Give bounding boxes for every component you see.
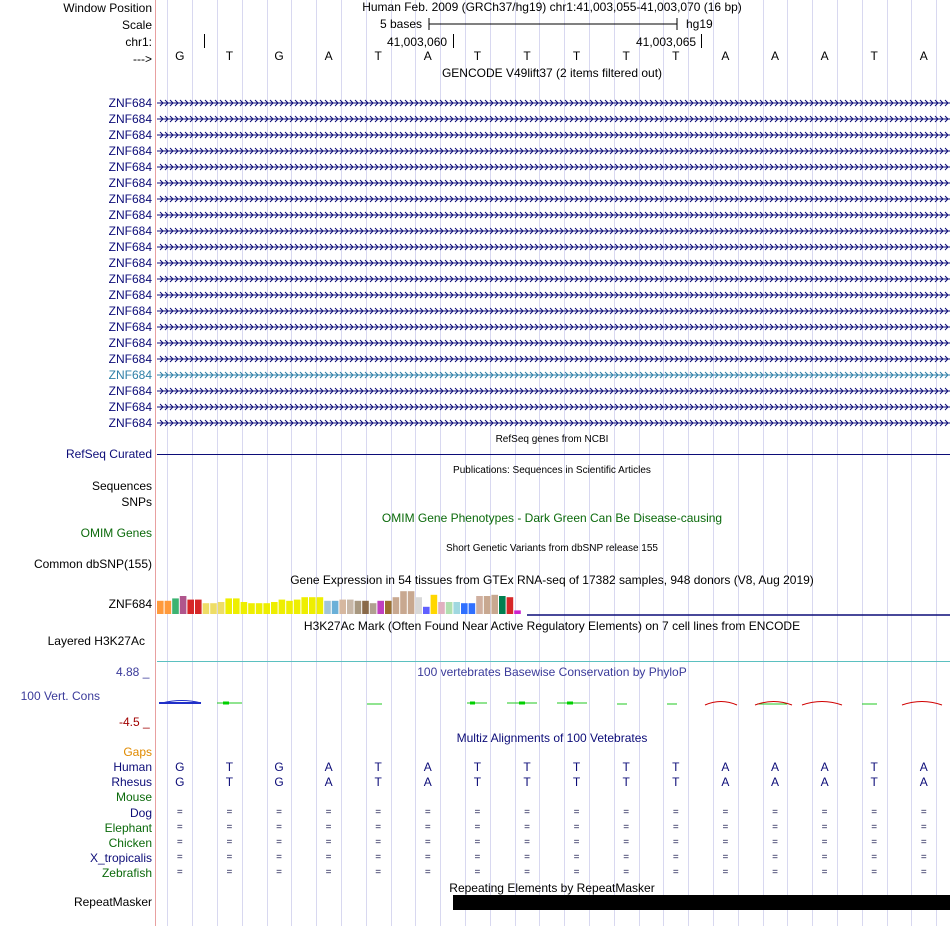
gencode-gene-feature[interactable] xyxy=(157,290,950,300)
multiz-base: G xyxy=(274,775,284,789)
gtex-tissue-bar xyxy=(309,597,316,614)
gencode-gene-label[interactable]: ZNF684 xyxy=(108,256,152,270)
gtex-tissue-bar xyxy=(324,601,331,614)
gencode-gene-feature[interactable] xyxy=(157,338,950,348)
scale-label: Scale xyxy=(121,18,152,32)
multiz-match-symbol: = xyxy=(722,837,729,848)
multiz-base: A xyxy=(919,760,928,774)
chrom-pos2: 41,003,065 xyxy=(636,35,697,49)
gtex-tissue-bar xyxy=(415,597,422,614)
multiz-species-label[interactable]: Human xyxy=(113,760,152,774)
multiz-match-symbol: = xyxy=(722,852,729,863)
gtex-tissue-bar xyxy=(210,603,217,614)
base-letter: A xyxy=(770,49,780,63)
gtex-tissue-bar xyxy=(187,600,194,614)
gencode-gene-label[interactable]: ZNF684 xyxy=(108,128,152,142)
multiz-base: T xyxy=(622,760,630,774)
gtex-tissue-bar xyxy=(271,602,278,614)
gtex-tissue-bar xyxy=(157,601,164,614)
gencode-gene-feature[interactable] xyxy=(157,178,950,188)
h3k27-title[interactable]: H3K27Ac Mark (Often Found Near Active Regulatory Elements) on 7 cell lines from ENCODE xyxy=(303,619,801,633)
gencode-title[interactable]: GENCODE V49lift37 (2 items filtered out) xyxy=(441,66,663,80)
gtex-tissue-bar xyxy=(347,600,354,614)
multiz-match-symbol: = xyxy=(474,822,481,833)
refseq-title[interactable]: RefSeq genes from NCBI xyxy=(495,434,609,445)
multiz-match-symbol: = xyxy=(920,807,927,818)
multiz-match-symbol: = xyxy=(672,807,679,818)
multiz-match-symbol: = xyxy=(871,822,878,833)
base-letter: T xyxy=(870,49,878,63)
multiz-match-symbol: = xyxy=(325,822,332,833)
multiz-match-symbol: = xyxy=(871,852,878,863)
gtex-tissue-bar xyxy=(377,601,384,614)
multiz-match-symbol: = xyxy=(672,852,679,863)
multiz-match-symbol: = xyxy=(226,822,233,833)
dbsnp-label[interactable]: Common dbSNP(155) xyxy=(33,557,152,571)
multiz-base: T xyxy=(672,760,680,774)
gtex-tissue-bar xyxy=(165,601,172,614)
repeatmasker-title[interactable]: Repeating Elements by RepeatMasker xyxy=(449,881,655,895)
chrom-label: chr1: xyxy=(125,35,152,49)
multiz-match-symbol: = xyxy=(226,807,233,818)
gencode-gene-label[interactable]: ZNF684 xyxy=(108,416,152,430)
base-letter: T xyxy=(622,49,630,63)
multiz-match-symbol: = xyxy=(375,867,382,878)
multiz-match-symbol: = xyxy=(722,867,729,878)
multiz-species-label[interactable]: X_tropicalis xyxy=(89,851,152,865)
multiz-match-symbol: = xyxy=(276,867,282,878)
refseq-label[interactable]: RefSeq Curated xyxy=(65,447,152,461)
multiz-species-label[interactable]: Mouse xyxy=(115,790,152,804)
gtex-title[interactable]: Gene Expression in 54 tissues from GTEx RNA-seq of 17382 samples, 948 donors (V8, Aug 2019) xyxy=(290,573,814,587)
gtex-tissue-bar xyxy=(241,602,248,614)
multiz-match-symbol: = xyxy=(672,822,679,833)
multiz-match-symbol: = xyxy=(524,807,530,818)
multiz-base: T xyxy=(870,760,878,774)
multiz-match-symbol: = xyxy=(424,807,431,818)
multiz-match-symbol: = xyxy=(176,837,183,848)
multiz-base: A xyxy=(721,760,730,774)
cons-negative-segment xyxy=(902,702,942,706)
gencode-gene-feature[interactable] xyxy=(157,146,950,156)
gencode-gene-label[interactable]: ZNF684 xyxy=(108,352,152,366)
gtex-tissue-bar xyxy=(400,591,407,614)
gtex-tissue-bar xyxy=(507,597,514,614)
multiz-base: A xyxy=(721,775,730,789)
gtex-tissue-bar xyxy=(499,596,506,614)
gtex-tissue-bar xyxy=(362,601,369,614)
gtex-tissue-bar xyxy=(408,591,415,614)
multiz-match-symbol: = xyxy=(524,867,530,878)
strand-label: ---> xyxy=(133,52,152,66)
multiz-match-symbol: = xyxy=(375,822,382,833)
base-letter: T xyxy=(523,49,531,63)
multiz-match-symbol: = xyxy=(920,837,927,848)
gencode-gene-label[interactable]: ZNF684 xyxy=(108,144,152,158)
gencode-gene-feature[interactable] xyxy=(157,130,950,140)
gencode-gene-feature[interactable] xyxy=(157,242,950,252)
gencode-gene-feature[interactable] xyxy=(157,258,950,268)
multiz-base: G xyxy=(175,775,185,789)
base-letter: T xyxy=(374,49,382,63)
multiz-base: G xyxy=(175,760,185,774)
multiz-match-symbol: = xyxy=(573,807,580,818)
multiz-species-label[interactable]: Zebrafish xyxy=(101,866,152,880)
multiz-base: T xyxy=(672,775,680,789)
chrom-tick-start xyxy=(204,34,205,48)
multiz-base: T xyxy=(473,760,482,774)
multiz-match-symbol: = xyxy=(821,867,828,878)
multiz-match-symbol: = xyxy=(276,852,282,863)
multiz-match-symbol: = xyxy=(474,867,481,878)
gaps-label[interactable]: Gaps xyxy=(123,745,152,759)
gtex-tissue-bar xyxy=(484,596,491,614)
cons-label[interactable]: 100 Vert. Cons xyxy=(20,689,100,703)
multiz-base: A xyxy=(770,760,780,774)
gencode-gene-label[interactable]: ZNF684 xyxy=(108,160,152,174)
gtex-tissue-bar xyxy=(438,602,445,614)
multiz-match-symbol: = xyxy=(920,867,927,878)
multiz-match-symbol: = xyxy=(573,837,580,848)
gtex-tissue-bar xyxy=(431,595,438,614)
multiz-match-symbol: = xyxy=(375,852,382,863)
multiz-match-symbol: = xyxy=(821,852,828,863)
gtex-tissue-bar xyxy=(263,603,270,614)
h3k27-label[interactable]: Layered H3K27Ac xyxy=(47,634,145,648)
chrom-tick-pos2 xyxy=(701,34,702,48)
multiz-match-symbol: = xyxy=(524,837,530,848)
gencode-gene-label[interactable]: ZNF684 xyxy=(108,304,152,318)
multiz-match-symbol: = xyxy=(772,852,778,863)
gencode-gene-label[interactable]: ZNF684 xyxy=(108,112,152,126)
gtex-tissue-bar xyxy=(461,603,468,614)
multiz-match-symbol: = xyxy=(424,837,431,848)
multiz-base: T xyxy=(870,775,878,789)
scale-bar xyxy=(428,16,680,32)
multiz-base: T xyxy=(523,760,531,774)
multiz-base: A xyxy=(820,775,829,789)
multiz-species-label[interactable]: Chicken xyxy=(108,836,152,850)
multiz-match-symbol: = xyxy=(623,867,630,878)
chrom-pos1: 41,003,060 xyxy=(387,35,448,49)
cons-wiggle[interactable] xyxy=(157,696,950,710)
multiz-base: A xyxy=(770,775,780,789)
gtex-tissue-bar xyxy=(476,596,483,614)
multiz-match-symbol: = xyxy=(325,837,332,848)
gtex-tissue-bar xyxy=(469,603,476,614)
gtex-tissue-bar xyxy=(256,603,263,614)
gtex-tissue-bar xyxy=(172,598,179,614)
multiz-match-symbol: = xyxy=(821,807,828,818)
multiz-match-symbol: = xyxy=(226,852,233,863)
base-letter: A xyxy=(919,49,928,63)
gtex-tissue-bar xyxy=(218,602,225,614)
multiz-match-symbol: = xyxy=(772,837,778,848)
gtex-tissue-bar xyxy=(301,597,308,614)
multiz-match-symbol: = xyxy=(276,837,282,848)
multiz-base: A xyxy=(423,775,432,789)
multiz-base: G xyxy=(274,760,284,774)
cons-negative-segment xyxy=(802,702,842,706)
gencode-gene-feature[interactable] xyxy=(157,210,950,220)
multiz-match-symbol: = xyxy=(623,852,630,863)
multiz-match-symbol: = xyxy=(226,837,233,848)
gtex-tissue-bar xyxy=(294,600,301,614)
scale-text: 5 bases xyxy=(380,17,423,31)
multiz-base: T xyxy=(374,760,382,774)
dbsnp-title[interactable]: Short Genetic Variants from dbSNP release 155 xyxy=(446,543,658,554)
multiz-match-symbol: = xyxy=(424,867,431,878)
omim-title[interactable]: OMIM Gene Phenotypes - Dark Green Can Be Disease-causing xyxy=(381,511,723,525)
gencode-gene-label[interactable]: ZNF684 xyxy=(108,96,152,110)
base-letter: G xyxy=(175,49,185,63)
publications-title[interactable]: Publications: Sequences in Scientific Articles xyxy=(453,465,651,476)
gtex-tissue-bar xyxy=(370,603,377,614)
multiz-match-symbol: = xyxy=(920,822,927,833)
multiz-match-symbol: = xyxy=(524,852,530,863)
multiz-match-symbol: = xyxy=(474,852,481,863)
gtex-label[interactable]: ZNF684 xyxy=(108,597,152,611)
multiz-match-symbol: = xyxy=(871,837,878,848)
gtex-tissue-bar xyxy=(339,600,346,614)
multiz-match-symbol: = xyxy=(474,837,481,848)
gtex-tissue-bar xyxy=(203,603,210,614)
multiz-match-symbol: = xyxy=(772,807,778,818)
gtex-tissue-bar xyxy=(446,602,453,614)
gtex-tissue-bar xyxy=(393,597,400,614)
gencode-gene-feature[interactable] xyxy=(157,370,950,380)
multiz-base: T xyxy=(572,775,581,789)
multiz-species-label[interactable]: Elephant xyxy=(104,821,152,835)
multiz-match-symbol: = xyxy=(623,837,630,848)
gencode-gene-feature[interactable] xyxy=(157,402,950,412)
base-letter: T xyxy=(225,49,234,63)
multiz-base: A xyxy=(324,760,333,774)
multiz-match-symbol: = xyxy=(424,822,431,833)
gencode-gene-feature[interactable] xyxy=(157,162,950,172)
window-position-value: Human Feb. 2009 (GRCh37/hg19) chr1:41,003,055-41,003,070 (16 bp) xyxy=(362,0,742,14)
omim-label[interactable]: OMIM Genes xyxy=(80,526,152,540)
gtex-tissue-bar xyxy=(279,600,286,614)
gencode-gene-feature[interactable] xyxy=(157,306,950,316)
cons-title[interactable]: 100 vertebrates Basewise Conservation by PhyloP xyxy=(417,665,687,679)
base-letter: T xyxy=(672,49,680,63)
gencode-gene-label[interactable]: ZNF684 xyxy=(108,384,152,398)
multiz-base: A xyxy=(919,775,928,789)
multiz-match-symbol: = xyxy=(772,822,778,833)
multiz-match-symbol: = xyxy=(573,822,580,833)
refseq-line[interactable] xyxy=(157,454,950,455)
multiz-base: T xyxy=(374,775,382,789)
base-letter: G xyxy=(274,49,284,63)
multiz-match-symbol: = xyxy=(176,852,183,863)
gencode-gene-label[interactable]: ZNF684 xyxy=(108,240,152,254)
multiz-match-symbol: = xyxy=(722,822,729,833)
scale-db: hg19 xyxy=(686,17,713,31)
base-letter: T xyxy=(473,49,482,63)
multiz-title[interactable]: Multiz Alignments of 100 Vetebrates xyxy=(456,731,648,745)
multiz-match-symbol: = xyxy=(176,822,183,833)
gencode-gene-feature[interactable] xyxy=(157,194,950,204)
multiz-match-symbol: = xyxy=(573,867,580,878)
gencode-gene-label[interactable]: ZNF684 xyxy=(108,208,152,222)
h3k27-baseline xyxy=(157,661,950,662)
base-letter: A xyxy=(721,49,730,63)
cons-negative-segment xyxy=(705,702,737,706)
snps-label[interactable]: SNPs xyxy=(121,495,152,509)
gtex-tissue-bar xyxy=(453,602,460,614)
gtex-tissue-bar xyxy=(225,598,232,614)
multiz-match-symbol: = xyxy=(821,822,828,833)
gtex-tissue-bar xyxy=(385,601,392,614)
gencode-gene-feature[interactable] xyxy=(157,226,950,236)
window-position-label: Window Position xyxy=(63,1,152,15)
multiz-base: T xyxy=(523,775,531,789)
multiz-base: T xyxy=(225,760,234,774)
gtex-tissue-bar xyxy=(423,607,430,614)
gtex-tissue-bar xyxy=(491,595,498,614)
cons-min: -4.5 _ xyxy=(119,715,150,729)
gencode-gene-label[interactable]: ZNF684 xyxy=(108,320,152,334)
base-letter: T xyxy=(572,49,581,63)
multiz-match-symbol: = xyxy=(871,807,878,818)
gencode-gene-label[interactable]: ZNF684 xyxy=(108,336,152,350)
gencode-gene-feature[interactable] xyxy=(157,418,950,428)
multiz-match-symbol: = xyxy=(226,867,233,878)
cons-max: 4.88 _ xyxy=(116,665,150,679)
sequences-label[interactable]: Sequences xyxy=(91,479,152,493)
gtex-tissue-bar xyxy=(180,596,187,614)
multiz-match-symbol: = xyxy=(821,837,828,848)
multiz-match-symbol: = xyxy=(176,867,183,878)
chrom-tick-pos1 xyxy=(453,34,454,48)
gencode-gene-label[interactable]: ZNF684 xyxy=(108,224,152,238)
gtex-tissue-bar xyxy=(195,600,202,614)
multiz-match-symbol: = xyxy=(375,807,382,818)
multiz-base: A xyxy=(820,760,829,774)
multiz-match-symbol: = xyxy=(424,852,431,863)
multiz-match-symbol: = xyxy=(573,852,580,863)
gtex-tissue-bar xyxy=(332,601,339,614)
gtex-tissue-bar xyxy=(514,610,521,614)
gencode-gene-label[interactable]: ZNF684 xyxy=(108,192,152,206)
gencode-gene-feature[interactable] xyxy=(157,322,950,332)
gtex-tissue-bar xyxy=(248,603,255,614)
base-letter: A xyxy=(820,49,829,63)
base-letter: A xyxy=(324,49,333,63)
multiz-base: T xyxy=(622,775,630,789)
repeat-element-block[interactable] xyxy=(453,895,950,910)
multiz-base: T xyxy=(572,760,581,774)
gencode-gene-feature[interactable] xyxy=(157,386,950,396)
multiz-match-symbol: = xyxy=(920,852,927,863)
multiz-match-symbol: = xyxy=(722,807,729,818)
gtex-tissue-bar xyxy=(355,601,362,614)
gencode-gene-label[interactable]: ZNF684 xyxy=(108,176,152,190)
multiz-match-symbol: = xyxy=(325,807,332,818)
multiz-match-symbol: = xyxy=(176,807,183,818)
gencode-gene-label[interactable]: ZNF684 xyxy=(108,400,152,414)
multiz-match-symbol: = xyxy=(672,837,679,848)
multiz-match-symbol: = xyxy=(871,867,878,878)
multiz-match-symbol: = xyxy=(375,837,382,848)
multiz-match-symbol: = xyxy=(276,807,282,818)
gtex-tissue-bar xyxy=(233,598,240,614)
gencode-gene-feature[interactable] xyxy=(157,98,950,108)
gtex-tissue-bar xyxy=(317,597,324,614)
multiz-base: T xyxy=(225,775,234,789)
multiz-base: T xyxy=(473,775,482,789)
gencode-gene-label[interactable]: ZNF684 xyxy=(108,272,152,286)
repeatmasker-label[interactable]: RepeatMasker xyxy=(73,895,152,909)
multiz-base: A xyxy=(324,775,333,789)
multiz-match-symbol: = xyxy=(276,822,282,833)
gencode-gene-label[interactable]: ZNF684 xyxy=(108,288,152,302)
multiz-match-symbol: = xyxy=(524,822,530,833)
base-letter: A xyxy=(423,49,432,63)
gtex-bar-chart[interactable] xyxy=(157,590,950,616)
multiz-species-label[interactable]: Rhesus xyxy=(111,775,152,789)
multiz-match-symbol: = xyxy=(623,807,630,818)
multiz-match-symbol: = xyxy=(772,867,778,878)
gencode-gene-feature[interactable] xyxy=(157,114,950,124)
gtex-tissue-bar xyxy=(286,601,293,614)
gencode-gene-feature[interactable] xyxy=(157,274,950,284)
multiz-match-symbol: = xyxy=(672,867,679,878)
multiz-match-symbol: = xyxy=(325,867,332,878)
multiz-species-label[interactable]: Dog xyxy=(129,806,152,820)
multiz-match-symbol: = xyxy=(623,822,630,833)
multiz-base: A xyxy=(423,760,432,774)
multiz-match-symbol: = xyxy=(325,852,332,863)
gencode-gene-label[interactable]: ZNF684 xyxy=(108,368,152,382)
multiz-match-symbol: = xyxy=(474,807,481,818)
gencode-gene-feature[interactable] xyxy=(157,354,950,364)
